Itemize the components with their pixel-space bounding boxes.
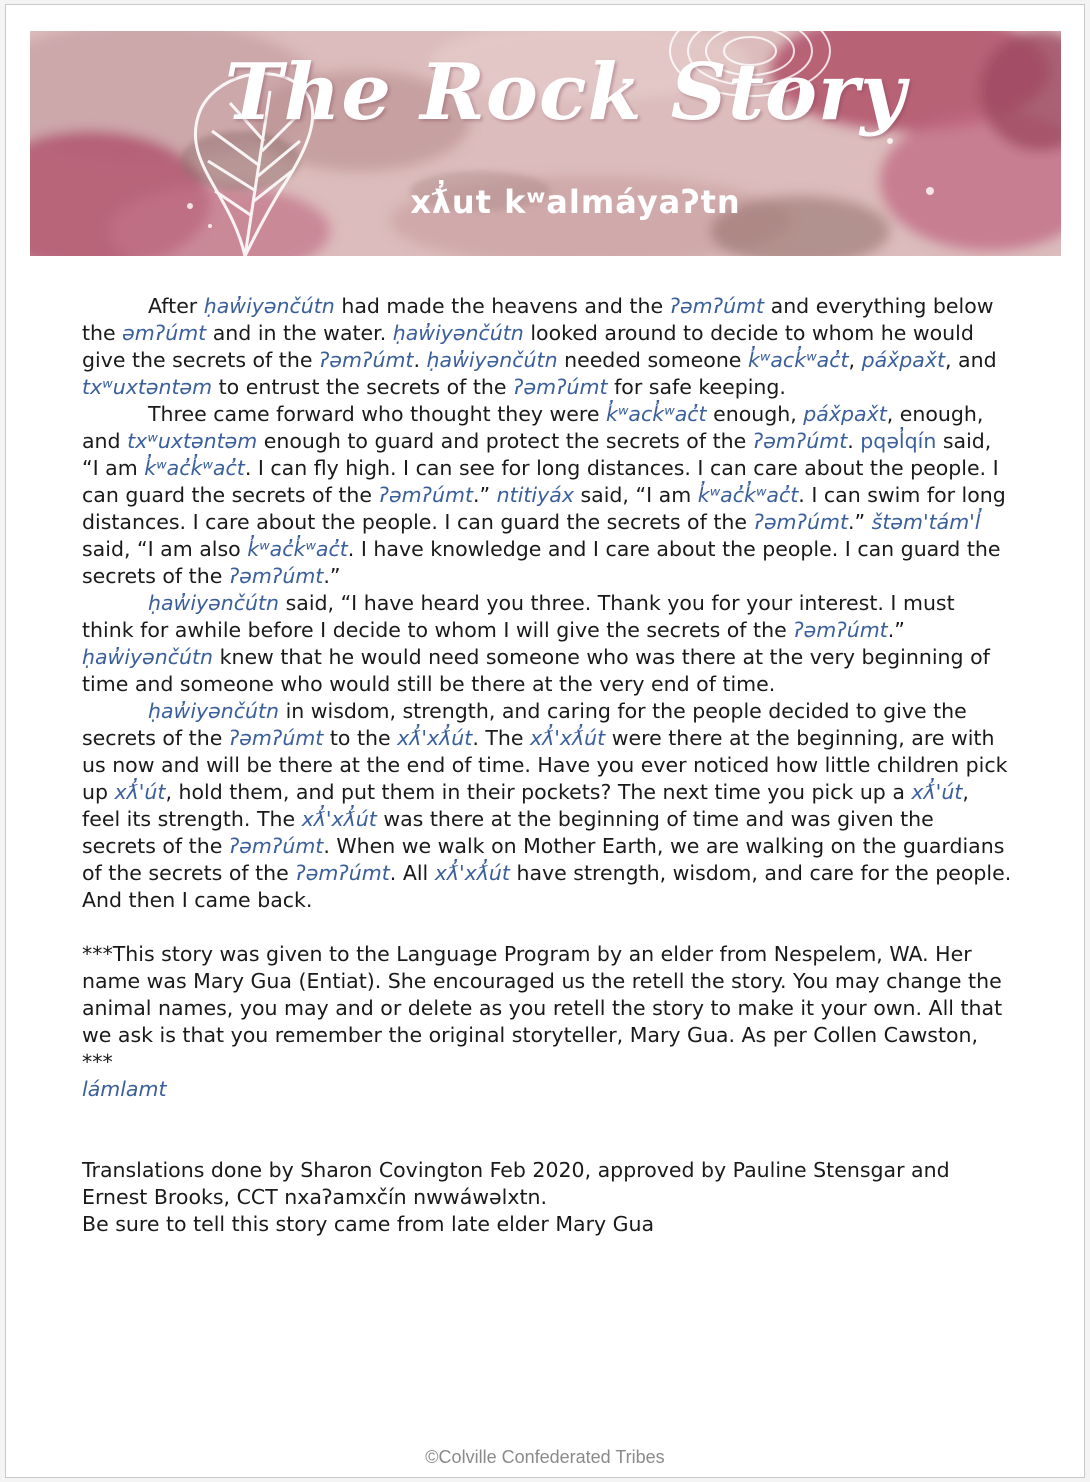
nsilxcn-word: ʔəmʔúmt — [752, 429, 848, 453]
nsilxcn-word: xƛ̓'xƛ̓út — [301, 807, 377, 831]
nsilxcn-word: k̓ʷack̓ʷac̓t — [606, 402, 707, 426]
story-text: needed someone — [557, 348, 748, 372]
story-text: , enough, and — [82, 402, 984, 453]
story-body — [82, 293, 1012, 1238]
copyright-footer: ©Colville Confederated Tribes — [425, 1447, 665, 1467]
story-text: .” — [323, 564, 341, 588]
story-text: .” — [473, 483, 497, 507]
nsilxcn-word: ʔəmʔúmt — [228, 726, 324, 750]
title-banner — [30, 31, 1061, 256]
story-paragraph-1 — [82, 293, 1012, 401]
source-note — [82, 941, 1012, 1103]
story-subtitle: xƛ̓ut kʷalmáyaʔtn — [410, 183, 741, 221]
story-text: said, “I am also — [82, 537, 248, 561]
story-text: . All — [389, 861, 435, 885]
story-text: looked around to decide to whom he would give the secrets of the — [82, 321, 974, 372]
story-text: enough to guard and protect the secrets of the — [257, 429, 753, 453]
story-text: said, “I am — [573, 483, 698, 507]
story-text: knew that he would need someone who was there at the very beginning of time and someone who would still be there at the very end of time. — [82, 645, 990, 696]
attribution-line: Be sure to tell this story came from late elder Mary Gua — [82, 1212, 655, 1236]
story-text: Three came forward who thought they were — [148, 402, 606, 426]
story-text: .” — [848, 510, 872, 534]
nsilxcn-word: ʔəmʔúmt — [228, 834, 324, 858]
story-title: The Rock Story — [224, 47, 907, 138]
story-text: . When we walk on Mother Earth, we are walking on the guardians of the secrets of the — [82, 834, 1005, 885]
closing-word: lámlamt — [82, 1077, 167, 1101]
nsilxcn-word: ʔəmʔúmt — [753, 510, 848, 534]
story-text: had made the heavens and the — [334, 294, 670, 318]
nsilxcn-word: xƛ̓'xƛ̓út — [434, 861, 510, 885]
story-text: . I have knowledge and I care about the people. I can guard the secrets of the — [82, 537, 1001, 588]
story-text: in wisdom, strength, and caring for the people decided to give the secrets of the — [82, 699, 967, 750]
story-text: was there at the beginning of time and was given the secrets of the — [82, 807, 934, 858]
nsilxcn-word: ḥaw̓iyənčútn — [392, 321, 524, 345]
nsilxcn-word: xƛ̓'xƛ̓út — [530, 726, 606, 750]
translation-credit-line: Translations done by Sharon Covington Feb 2020, approved by Pauline Stensgar and Ernest Brooks, CCT nxaʔamxčín nwwáwəlxtn. — [82, 1158, 950, 1209]
story-text: , and — [945, 348, 997, 372]
story-text: . — [413, 348, 427, 372]
translation-credits — [82, 1157, 1012, 1238]
nsilxcn-word: k̓ʷack̓ʷac̓t — [747, 348, 849, 372]
story-text: have strength, wisdom, and care for the people. And then I came back. — [82, 861, 1012, 912]
nsilxcn-word: txʷuxtəntəm — [82, 375, 213, 399]
nsilxcn-word: əmʔúmt — [122, 321, 207, 345]
nsilxcn-word: k̓ʷac̓k̓ʷac̓t — [144, 456, 245, 480]
story-text: said, “I am — [82, 429, 992, 480]
nsilxcn-word: štəm'tám'l̓ — [871, 510, 981, 534]
nsilxcn-word: xƛ̓'út — [911, 780, 963, 804]
nsilxcn-word: pqəl̓qín — [860, 429, 937, 453]
story-text: , hold them, and put them in their pockets? The next time you pick up a — [165, 780, 912, 804]
nsilxcn-word: ʔəmʔúmt — [669, 294, 765, 318]
nsilxcn-word: ʔəmʔúmt — [318, 348, 414, 372]
nsilxcn-word: páx̌pax̌t — [803, 402, 887, 426]
story-text: were there at the beginning, are with us now and will be there at the end of time. Have you ever noticed how little children pick up — [82, 726, 1008, 804]
story-paragraph-4 — [82, 698, 1012, 914]
story-paragraph-2 — [82, 401, 1012, 590]
story-paragraph-3 — [82, 590, 1012, 698]
nsilxcn-word: ʔəmʔúmt — [793, 618, 888, 642]
nsilxcn-word: ḥaw̓iyənčútn — [203, 294, 335, 318]
story-text: . The — [472, 726, 531, 750]
nsilxcn-word: ḥaw̓iyənčútn — [426, 348, 558, 372]
story-text: , feel its strength. The — [82, 780, 969, 831]
nsilxcn-word: xƛ̓'xƛ̓út — [397, 726, 473, 750]
story-text: enough, — [706, 402, 804, 426]
nsilxcn-word: ḥaw̓iyənčútn — [148, 699, 280, 723]
nsilxcn-word: ʔəmʔúmt — [378, 483, 474, 507]
nsilxcn-word: xƛ̓'út — [114, 780, 166, 804]
nsilxcn-word: ḥaw̓iyənčútn — [82, 645, 214, 669]
story-text: .” — [887, 618, 905, 642]
story-text: . I can fly high. I can see for long distances. I can care about the people. I can guard the secrets of the — [82, 456, 999, 507]
story-text: . I can swim for long distances. I care about the people. I can guard the secrets of the — [82, 483, 1006, 534]
nsilxcn-word: ntitiyáx — [496, 483, 574, 507]
nsilxcn-word: ʔəmʔúmt — [513, 375, 608, 399]
story-text: to entrust the secrets of the — [212, 375, 514, 399]
nsilxcn-word: páx̌pax̌t — [861, 348, 946, 372]
story-text: and everything below the — [82, 294, 994, 345]
story-text: for safe keeping. — [607, 375, 786, 399]
nsilxcn-word: k̓ʷac̓k̓ʷac̓t — [247, 537, 348, 561]
story-text: to the — [323, 726, 398, 750]
story-text: said, “I have heard you three. Thank you for your interest. I must think for awhile before I decide to whom I will give the secrets of the — [82, 591, 955, 642]
source-note-text: ***This story was given to the Language Program by an elder from Nespelem, WA. Her name was Mary Gua (Entiat). She encouraged us the retell the story. You may change the animal names, you may and or delete as you retell the story to make it your own. All that we ask is that you remember the original storyteller, Mary Gua. As per Collen Cawston, *** — [82, 942, 1003, 1074]
story-text: After — [148, 294, 204, 318]
story-text: . — [847, 429, 861, 453]
nsilxcn-word: ḥaw̓iyənčútn — [148, 591, 280, 615]
story-text: , — [848, 348, 862, 372]
document-page — [5, 4, 1085, 1478]
nsilxcn-word: k̓ʷac̓k̓ʷac̓t — [697, 483, 799, 507]
nsilxcn-word: ʔəmʔúmt — [228, 564, 324, 588]
story-text: and in the water. — [206, 321, 393, 345]
nsilxcn-word: ʔəmʔúmt — [295, 861, 390, 885]
nsilxcn-word: txʷuxtəntəm — [127, 429, 258, 453]
